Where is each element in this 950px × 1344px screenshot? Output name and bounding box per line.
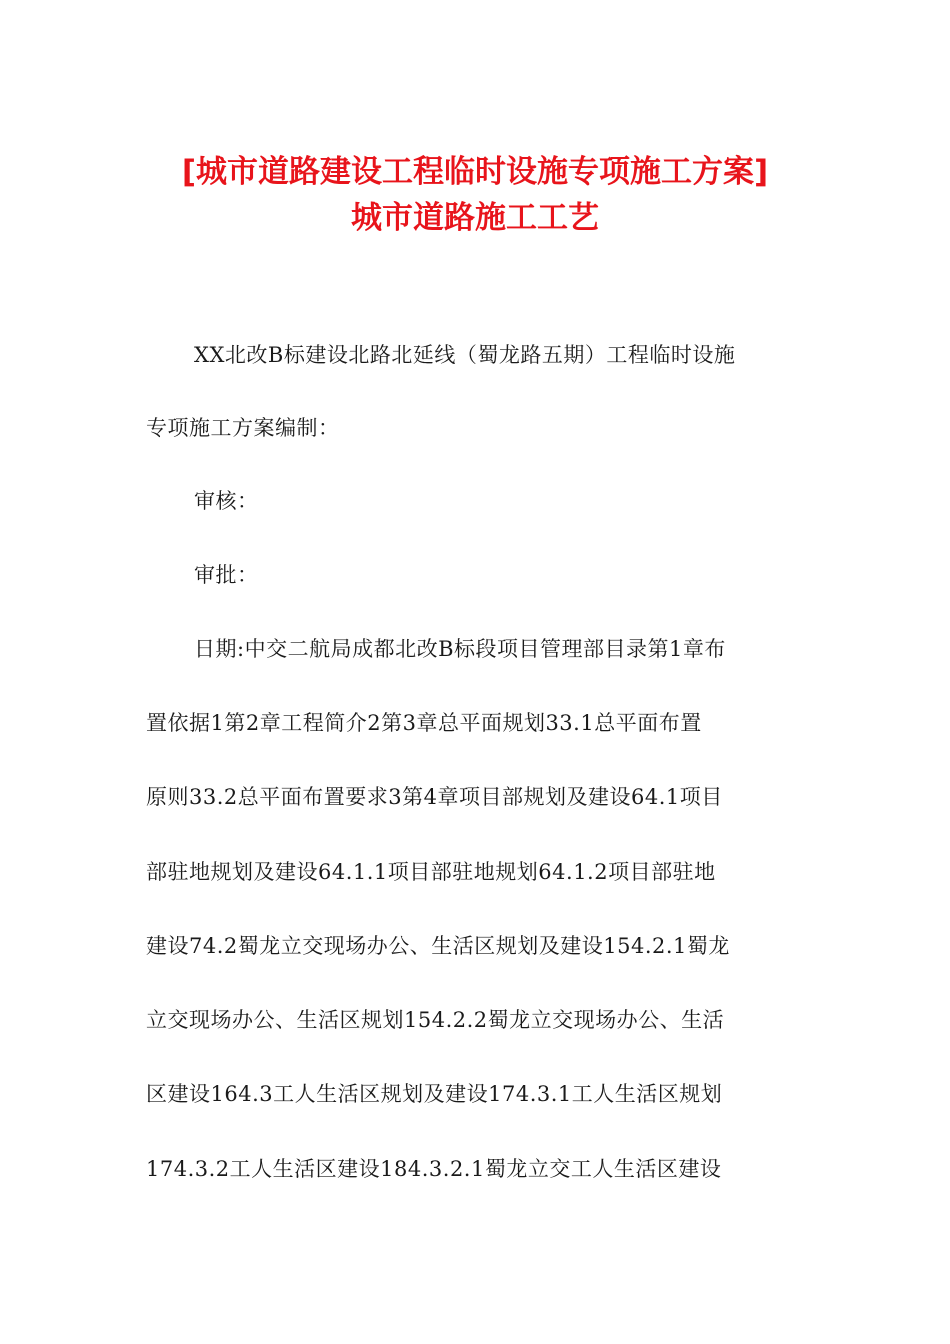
paragraph-line: 日期:中交二航局成都北改B标段项目管理部目录第1章布: [194, 637, 726, 661]
paragraph-line: 174.3.2工人生活区建设184.3.2.1蜀龙立交工人生活区建设: [146, 1157, 722, 1181]
paragraph-line: 置依据1第2章工程简介2第3章总平面规划33.1总平面布置: [146, 711, 702, 735]
document-title: [城市道路建设工程临时设施专项施工方案]: [181, 154, 769, 190]
paragraph-line: 审核：: [194, 489, 259, 513]
paragraph-line: 区建设164.3工人生活区规划及建设174.3.1工人生活区规划: [146, 1082, 723, 1106]
paragraph-line: 建设74.2蜀龙立交现场办公、生活区规划及建设154.2.1蜀龙: [146, 934, 730, 958]
paragraph-line: 部驻地规划及建设64.1.1项目部驻地规划64.1.2项目部驻地: [146, 860, 716, 884]
paragraph-line: 专项施工方案编制：: [146, 416, 340, 440]
document-subtitle: 城市道路施工工艺: [351, 200, 599, 236]
paragraph-line: 立交现场办公、生活区规划154.2.2蜀龙立交现场办公、生活: [146, 1008, 725, 1032]
paragraph-line: 原则33.2总平面布置要求3第4章项目部规划及建设64.1项目: [146, 785, 723, 809]
paragraph-line: XX北改B标建设北路北延线（蜀龙路五期）工程临时设施: [194, 343, 736, 367]
paragraph-line: 审批：: [194, 563, 259, 587]
